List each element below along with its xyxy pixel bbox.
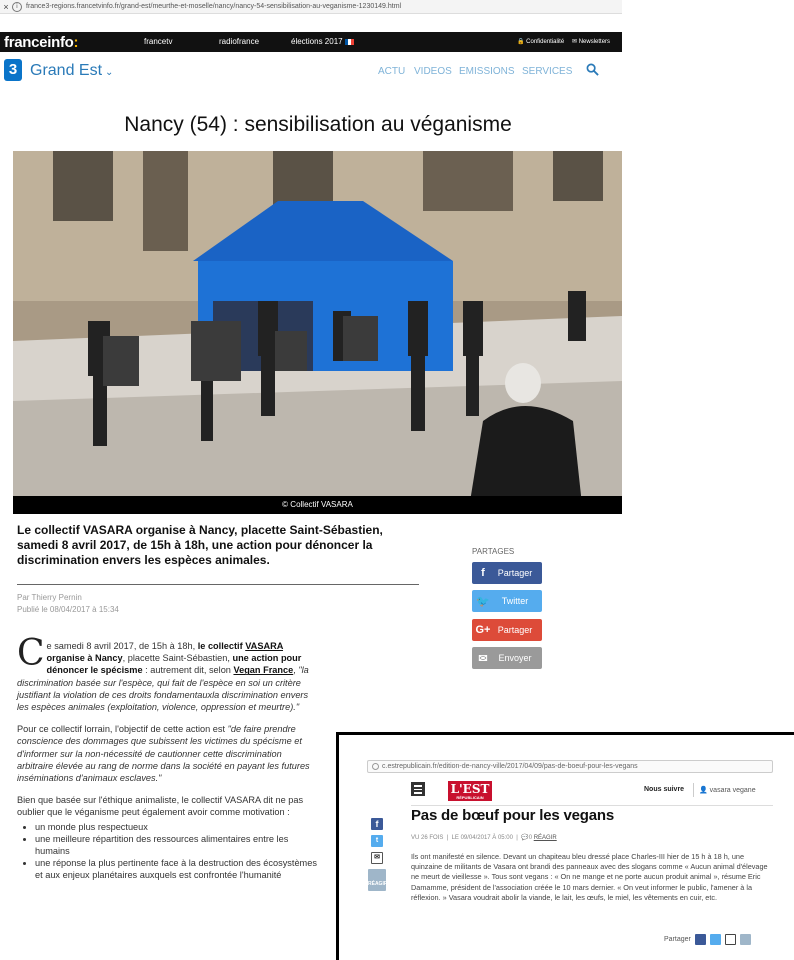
- vegan-france-link[interactable]: Vegan France: [233, 665, 294, 676]
- site-info-icon: [372, 763, 379, 770]
- paragraph-2: Pour ce collectif lorrain, l'objectif de cette action est "de faire prendre conscience des dommages que subissent les victimes du spécisme et d'informer sur la non-nécessité de cautionner cette discrimination arbitraire élevée au rang de norme dans la société en payant les futures inséminations d'animaux esclaves.": [17, 724, 310, 784]
- lest-republicain-logo[interactable]: L'EST RÉPUBLICAIN: [448, 781, 492, 801]
- facebook-icon[interactable]: [695, 934, 706, 945]
- googleplus-share-button[interactable]: G+ Partager: [472, 619, 542, 641]
- chevron-down-icon: ⌄: [105, 67, 114, 78]
- article-title: Nancy (54) : sensibilisation au véganisme: [124, 113, 512, 136]
- newsletters-link[interactable]: ✉ Newsletters: [572, 39, 611, 45]
- email-share-button[interactable]: ✉ Envoyer: [472, 647, 542, 669]
- twitter-icon[interactable]: t: [371, 835, 383, 847]
- react-link[interactable]: RÉAGIR: [533, 835, 557, 841]
- nav-actu[interactable]: ACTU: [378, 66, 406, 77]
- inset-social-column: [368, 818, 388, 896]
- paragraph-1: Ce samedi 8 avril 2017, de 15h à 18h, le collectif VASARA organise à Nancy, placette Saint-Sébastien, une action pour dénoncer le spécisme : autrement dit, selon Vegan France, "la discrimination basée sur l'espèce, qui fait de l'espèce en soi un critère justifiant la violation de ces droits fondamentauxla discrimination envers les espèces animales (exploitation, violence, oppression et meurtre).": [17, 633, 309, 713]
- googleplus-icon: G+: [475, 624, 491, 636]
- user-icon: 👤: [699, 787, 708, 794]
- franceinfo-logo[interactable]: franceinfo:: [4, 33, 79, 51]
- browser-address-bar[interactable]: [0, 0, 622, 14]
- comment-icon: 💬: [521, 835, 529, 841]
- nav-emissions[interactable]: EMISSIONS: [459, 66, 515, 77]
- published-date: Publié le 08/04/2017 à 15:34: [17, 605, 119, 614]
- facebook-share-button[interactable]: f Partager: [472, 562, 542, 584]
- divider: [693, 783, 694, 797]
- franceinfo-bar: [0, 32, 622, 52]
- twitter-icon[interactable]: [710, 934, 721, 945]
- list-item: • une meilleure répartition des ressources alimentaires entre les humains: [35, 833, 317, 857]
- inset-address-bar[interactable]: c.estrepublicain.fr/edition-de-nancy-ville/2017/04/09/pas-de-boeuf-pour-les-vegans: [367, 760, 773, 773]
- nav-services[interactable]: SERVICES: [522, 66, 573, 77]
- site-info-icon[interactable]: i: [12, 2, 22, 12]
- twitter-icon: 🐦: [476, 595, 490, 608]
- photo-credit: © Collectif VASARA: [13, 496, 622, 514]
- follow-us-link[interactable]: Nous suivre: [644, 786, 685, 793]
- inset-header: [411, 781, 773, 801]
- email-icon[interactable]: [725, 934, 736, 945]
- photo-illustration: [13, 151, 622, 514]
- facebook-icon: f: [481, 567, 485, 579]
- inset-article-title: Pas de bœuf pour les vegans: [411, 807, 614, 824]
- vasara-link[interactable]: VASARA: [245, 641, 284, 651]
- author: Par Thierry Pernin: [17, 593, 82, 602]
- twitter-share-button[interactable]: 🐦 Twitter: [472, 590, 542, 612]
- share-heading: PARTAGES: [472, 547, 515, 556]
- divider: [411, 805, 773, 806]
- inset-meta: VU 26 FOIS | LE 09/04/2017 À 05:00 | 💬0 RÉAGIR: [411, 835, 557, 841]
- article-body: [17, 633, 317, 882]
- nav-videos[interactable]: VIDEOS: [414, 66, 452, 77]
- search-icon[interactable]: [586, 63, 599, 76]
- comment-icon[interactable]: [740, 934, 751, 945]
- france3-logo[interactable]: 3: [4, 59, 22, 81]
- list-item: • une réponse la plus pertinente face à la destruction des écosystèmes et aux enjeux planétaires auxquels est confrontée l'humanité: [35, 857, 317, 881]
- react-button[interactable]: RÉAGIR: [368, 869, 386, 891]
- facebook-icon[interactable]: f: [371, 818, 383, 830]
- french-flag-icon: [345, 39, 354, 45]
- region-header: [0, 56, 622, 86]
- list-item: • un monde plus respectueux: [35, 821, 317, 833]
- email-icon[interactable]: ✉: [371, 852, 383, 864]
- user-account[interactable]: 👤 vasara vegane: [699, 787, 756, 794]
- nav-francetv[interactable]: francetv: [144, 37, 173, 46]
- divider: [17, 584, 419, 585]
- article-lead: Le collectif VASARA organise à Nancy, placette Saint-Sébastien, samedi 8 avril 2017, de 15h à 18h, une action pour dénoncer la discrimination envers les espèces animales.: [17, 523, 383, 567]
- close-tab-icon[interactable]: ×: [3, 1, 9, 12]
- nav-elections-2017[interactable]: élections 2017: [291, 37, 354, 46]
- mail-icon: ✉: [572, 39, 578, 45]
- inset-article-text: Ils ont manifesté en silence. Devant un chapiteau bleu dressé place Charles-III hier de 15 h à 18 h, une quinzaine de militants de Vasara ont brandi des panneaux avec des slogans comme « Aucun animal d'élevage ne meurt de vieillesse ». Tous sont vegans : « On ne mange et ne porte aucun produit animal », résume Eric Damamme, président de l'association créée le 10 mars dernier. « On veut informer le public, l'amener à la réflexion. » Vasara voudrait abolir la viande, le lait, les œufs, le miel, les vêtements en cuir, etc.: [411, 852, 768, 902]
- menu-icon[interactable]: [411, 782, 425, 796]
- article-photo: [13, 151, 622, 514]
- inset-share: Partager: [664, 934, 751, 945]
- region-selector[interactable]: Grand Est ⌄: [30, 62, 114, 79]
- inset-screenshot: [336, 732, 794, 960]
- byline: [17, 592, 119, 616]
- nav-radiofrance[interactable]: radiofrance: [219, 37, 260, 46]
- paragraph-3: Bien que basée sur l'éthique animaliste, le collectif VASARA dit ne pas oublier que le véganisme peut également avoir comme motivation :: [17, 795, 304, 818]
- email-icon: ✉: [478, 652, 488, 665]
- motivation-list: [35, 821, 317, 882]
- lock-icon: 🔒: [517, 39, 525, 45]
- dropcap: C: [17, 633, 45, 674]
- url-text[interactable]: france3-regions.francetvinfo.fr/grand-est/meurthe-et-moselle/nancy/nancy-54-sensibilisation-au-veganisme-1230149.html: [26, 3, 402, 10]
- privacy-link[interactable]: 🔒 Confidentialité: [517, 39, 565, 45]
